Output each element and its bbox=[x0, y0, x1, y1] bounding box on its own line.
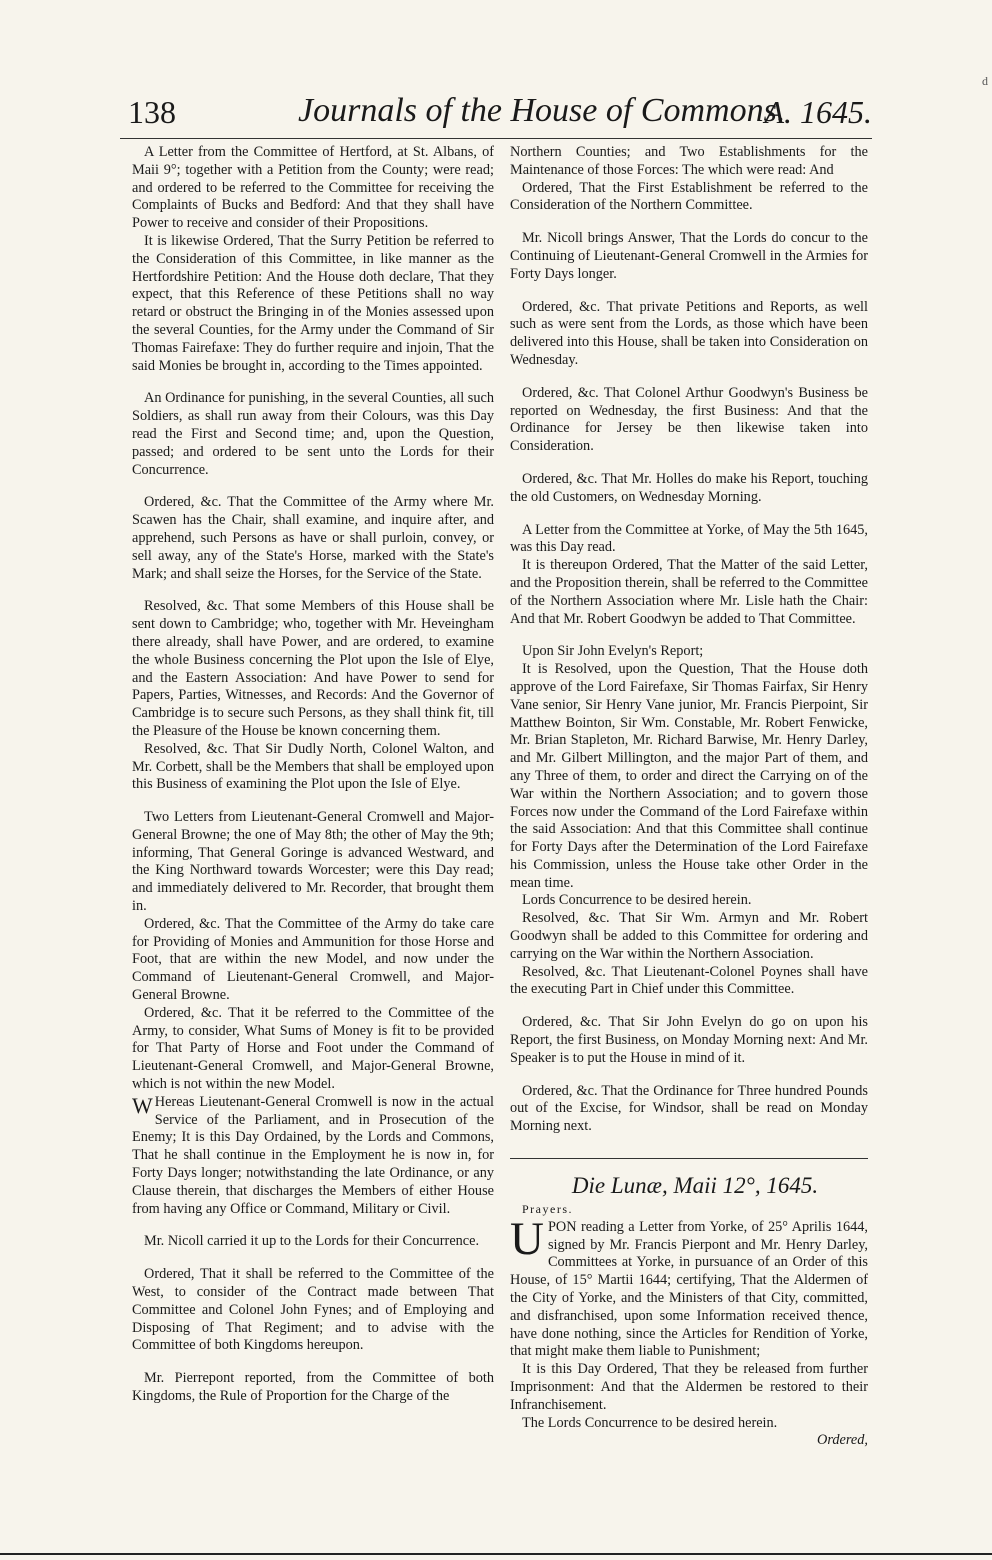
running-title: Journals of the House of Commons. bbox=[298, 92, 786, 129]
paragraph: Lords Concurrence to be desired herein. bbox=[522, 892, 752, 909]
ordinance-paragraph bbox=[132, 1094, 494, 1219]
catchword: Ordered, bbox=[817, 1432, 868, 1449]
paragraph: Ordered, &c. That Colonel Arthur Goodwyn's Business be reported on Wednesday, the first Business: And that the Ordinance for Jersey be then likewise taken into Consideration. bbox=[510, 384, 868, 455]
left-column bbox=[132, 144, 494, 1406]
paragraph: Resolved, &c. That Lieutenant-Colonel Poynes shall have the executing Part in Chief under this Committee. bbox=[510, 963, 868, 998]
paragraph: Resolved, &c. That Sir Dudly North, Colonel Walton, and Mr. Corbett, shall be the Members that shall be employed upon this Business of examining the Plot upon the Isle of Elye. bbox=[132, 740, 494, 793]
paragraph: Ordered, &c. That private Petitions and Reports, as well such as were sent from the Lords, as those which have been delivered into this House, shall be taken into Consideration on Wednesday. bbox=[510, 298, 868, 368]
paragraph-text: PON reading a Letter from Yorke, of 25° Aprilis 1644, signed by Mr. Francis Pierpont and Mr. Henry Darley, Committees at Yorke, in pursuance of an Order of this House, of 15° Martii 1644; certifying, That the Aldermen of the City of Yorke, and the Ministers of that City, committed, and disfranchised, upon some Information received thence, have done nothing, since the Articles for Rendition of Yorke, that might make them liable to Punishment; bbox=[510, 1218, 868, 1360]
paragraph: Resolved, &c. That Sir Wm. Armyn and Mr. Robert Goodwyn shall be added to this Committee for ordering and carrying on the War within the Northern Association. bbox=[510, 910, 868, 962]
paragraph: Ordered, That it shall be referred to the Committee of the West, to consider of the Contract made between That Committee and Colonel John Fynes; and of Employing and Disposing of That Regiment; and to advise with the Committee of both Kingdoms hereupon. bbox=[132, 1266, 494, 1354]
paragraph: Ordered, &c. That the Ordinance for Three hundred Pounds out of the Excise, for Windsor, shall be read on Monday Morning next. bbox=[510, 1082, 868, 1135]
paragraph: Ordered, &c. That Sir John Evelyn do go on upon his Report, the first Business, on Monday Morning next: And Mr. Speaker is to put the House in mind of it. bbox=[510, 1014, 868, 1066]
date-heading: Die Lunæ, Maii 12°, 1645. bbox=[571, 1173, 819, 1199]
opening-paragraph bbox=[510, 1212, 868, 1361]
paragraph: It is thereupon Ordered, That the Matter of the said Letter, and the Proposition therein, shall be referred to the Committee of the Northern Association where Mr. Lisle hath the Chair: And that Mr. Robert Goodwyn be added to That Committee. bbox=[510, 557, 868, 627]
section-rule bbox=[510, 1158, 868, 1159]
paragraph: The Lords Concurrence to be desired herein. bbox=[522, 1414, 778, 1431]
page-edge-rule bbox=[0, 1553, 992, 1555]
paragraph: Resolved, &c. That some Members of this House shall be sent down to Cambridge; who, together with Mr. Heveingham there already, shall have Power, and are ordered, to examine the whole Business concerning the Plot upon the Isle of Elye, and the Eastern Association: And have Power to send for Papers, Parties, Witnesses, and Records: And the Governor of Cambridge is to secure such Persons, as they shall think fit, till the Pleasure of the House be known concerning them. bbox=[132, 598, 494, 739]
paragraph: Upon Sir John Evelyn's Report; bbox=[522, 643, 704, 660]
page-header bbox=[120, 88, 872, 136]
paragraph: An Ordinance for punishing, in the several Counties, all such Soldiers, as shall run away from their Colours, was this Day read the First and Second time; and, upon the Question, passed; and ordered to be sent unto the Lords for their Concurrence. bbox=[132, 390, 494, 478]
paragraph: Ordered, &c. That the Committee of the Army where Mr. Scawen has the Chair, shall examine, and inquire after, and apprehend, such Persons as have or shall purloin, convey, or sell away, any of the State's Horse, marked with the State's Mark; and shall seize the Horses, for the Service of the State. bbox=[132, 494, 494, 582]
paragraph: Ordered, &c. That the Committee of the Army do take care for Providing of Monies and Ammunition for those Horse and Foot, that are within the new Model, and now under the Command of Lieutenant-General Cromwell, and Major-General Browne. bbox=[132, 915, 494, 1004]
paragraph: It is Resolved, upon the Question, That the House doth approve of the Lord Fairefaxe, Sir Thomas Fairfax, Sir Henry Vane senior, Sir Henry Vane junior, Mr. Francis Pierpoint, Sir Matthew Bointon, Sir Wm. Constable, Mr. Robert Fenwicke, Mr. Brian Stapleton, Mr. Richard Barwise, Mr. Henry Darley, and Mr. Gilbert Millington, and the major Part of them, and any Three of them, to order and direct the Carrying on of the War within the Northern Association; and to govern those Forces now under the Command of the Lord Fairefaxe within the said Association: And that this Committee shall continue for Forty Days after the Determination of the Lord Fairefaxe his Commission, unless the House take other Order in the mean time. bbox=[510, 661, 868, 891]
initial-capital: W bbox=[132, 1092, 153, 1118]
right-column bbox=[510, 144, 868, 1450]
paragraph: Northern Counties; and Two Establishments for the Maintenance of those Forces: The which were read: And bbox=[510, 144, 868, 178]
paragraph: Two Letters from Lieutenant-General Cromwell and Major-General Browne; the one of May 8th; the other of May the 9th; informing, That General Goringe is advanced Westward, and the King Northward towards Worcester; were this Day read; and immediately delivered to Mr. Recorder, that brought them in. bbox=[132, 809, 494, 915]
drop-cap: U bbox=[510, 1212, 544, 1265]
paragraph: A Letter from the Committee of Hertford, at St. Albans, of Maii 9°; together with a Petition from the County; were read; and ordered to be referred to the Committee for receiving the Complaints of Bucks and Bedford: And that they shall have Power to receive and consider of their Propositions. bbox=[132, 144, 494, 232]
header-year: A. 1645. bbox=[764, 94, 872, 130]
paragraph: It is likewise Ordered, That the Surry Petition be referred to the Consideration of this Committee, in like manner as the Hertfordshire Petition: And the House doth declare, That they expect, that this Reference of these Petitions shall no way retard or obstruct the Bringing in of the Monies assessed upon the several Counties, for the Army under the Command of Sir Thomas Fairefaxe: They do further require and injoin, That the said Monies be brought in, according to the Times appointed. bbox=[132, 232, 494, 374]
paragraph-text: Hereas Lieutenant-General Cromwell is now in the actual Service of the Parliament, and in Prosecution of the Enemy; It is this Day Ordained, by the Lords and Commons, That he shall continue in the Employment he is now in, for Forty Days longer; notwithstanding the late Ordinance, or any Clause therein, that discharges the Members of either House from having any Office or Command, Military or Civil. bbox=[132, 1093, 494, 1217]
paragraph: Mr. Nicoll brings Answer, That the Lords do concur to the Continuing of Lieutenant-General Cromwell in the Armies for Forty Days longer. bbox=[510, 230, 868, 282]
paragraph: Ordered, That the First Establishment be referred to the Consideration of the Northern Committee. bbox=[510, 179, 868, 214]
paragraph: It is this Day Ordered, That they be released from further Imprisonment: And that the Aldermen be restored to their Infranchisement. bbox=[510, 1361, 868, 1413]
header-rule bbox=[120, 138, 872, 139]
paragraph: A Letter from the Committee at Yorke, of May the 5th 1645, was this Day read. bbox=[510, 521, 868, 556]
paragraph: Mr. Pierrepont reported, from the Committee of both Kingdoms, the Rule of Proportion for the Charge of the bbox=[132, 1370, 494, 1404]
margin-mark: d bbox=[982, 74, 988, 88]
paragraph: Ordered, &c. That it be referred to the Committee of the Army, to consider, What Sums of Money is fit to be provided for That Party of Horse and Foot under the Command of Lieutenant-General Cromwell, and Major-General Browne, which is not within the new Model. bbox=[132, 1004, 494, 1093]
page-number: 138 bbox=[128, 94, 176, 130]
paragraph: Ordered, &c. That Mr. Holles do make his Report, touching the old Customers, on Wednesday Morning. bbox=[510, 470, 868, 505]
prayers-heading: Prayers. bbox=[522, 1202, 573, 1217]
paragraph: Mr. Nicoll carried it up to the Lords for their Concurrence. bbox=[144, 1233, 480, 1250]
